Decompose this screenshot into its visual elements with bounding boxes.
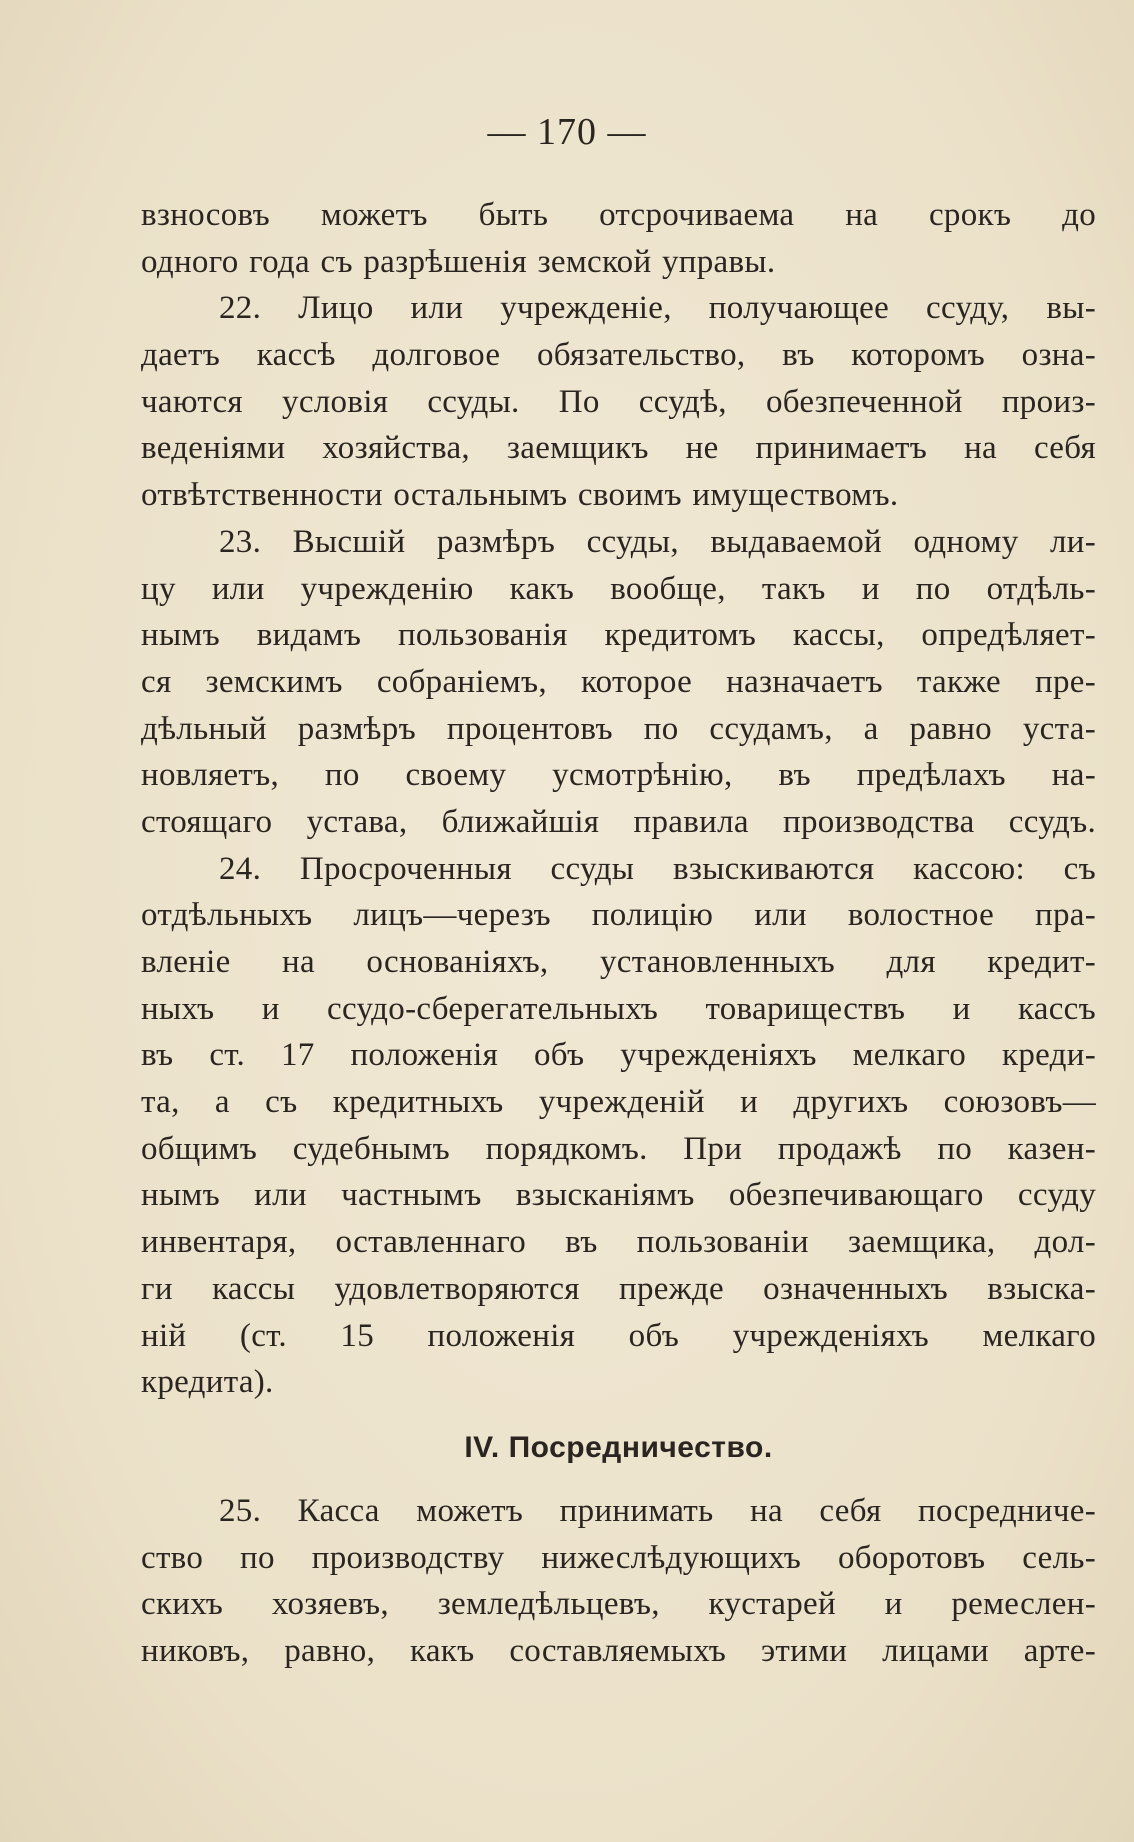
text-line: кредита).: [141, 1364, 274, 1401]
text-line: веденіями хозяйства, заемщикъ не принимаетъ на себя: [141, 430, 1096, 467]
page-number: — 170 —: [487, 111, 647, 153]
section-heading: IV. Посредничество.: [464, 1430, 773, 1464]
text-line: ныхъ и ссудо-сберегательныхъ товариществъ и кассъ: [141, 990, 1096, 1027]
text-line: ній (ст. 15 положенія объ учрежденіяхъ мелкаго: [141, 1317, 1096, 1354]
text-line: вленіе на основаніяхъ, установленныхъ для кредит-: [141, 944, 1096, 980]
text-line: скихъ хозяевъ, земледѣльцевъ, кустарей и ремеслен-: [141, 1586, 1096, 1623]
text-line: даетъ кассѣ долговое обязательство, въ которомъ озна-: [141, 337, 1096, 374]
text-line: нымъ видамъ пользованія кредитомъ кассы, опредѣляет-: [141, 617, 1096, 654]
text-line: новляетъ, по своему усмотрѣнію, въ предѣлахъ на-: [141, 757, 1096, 794]
text-line: въ ст. 17 положенія объ учрежденіяхъ мелкаго креди-: [141, 1037, 1096, 1074]
text-line: ство по производству нижеслѣдующихъ оборотовъ сель-: [141, 1539, 1096, 1576]
text-line: взносовъ можетъ быть отсрочиваема на срокъ до: [141, 197, 1096, 233]
text-line: инвентаря, оставленнаго въ пользованіи заемщика, дол-: [141, 1224, 1096, 1261]
text-line: ги кассы удовлетворяются прежде означенныхъ взыска-: [141, 1270, 1096, 1307]
text-line: та, а съ кредитныхъ учрежденій и другихъ союзовъ—: [141, 1084, 1096, 1121]
text-line: отвѣтственности остальнымъ своимъ имуществомъ.: [141, 477, 899, 514]
text-line: чаются условія ссуды. По ссудѣ, обезпеченной произ-: [141, 383, 1096, 420]
text-line: 24. Просроченныя ссуды взыскиваются кассою: съ: [219, 850, 1096, 887]
text-line: никовъ, равно, какъ составляемыхъ этими лицами арте-: [141, 1632, 1096, 1669]
text-line: ся земскимъ собраніемъ, которое назначаетъ также пре-: [141, 663, 1096, 700]
text-line: одного года съ разрѣшенія земской управы.: [141, 243, 776, 280]
text-line: отдѣльныхъ лицъ—черезъ полицію или волостное пра-: [141, 897, 1096, 934]
text-line: общимъ судебнымъ порядкомъ. При продажѣ по казен-: [141, 1130, 1096, 1167]
text-line: 23. Высшій размѣръ ссуды, выдаваемой одному ли-: [219, 523, 1096, 560]
text-line: 22. Лицо или учрежденіе, получающее ссуду, вы-: [219, 290, 1096, 327]
text-line: цу или учрежденію какъ вообще, такъ и по отдѣль-: [141, 570, 1096, 607]
text-line: стоящаго устава, ближайшія правила производства ссудъ.: [141, 803, 1096, 840]
body-text: [141, 192, 1096, 1675]
text-line: 25. Касса можетъ принимать на себя посредниче-: [219, 1492, 1096, 1529]
text-line: нымъ или частнымъ взысканіямъ обезпечивающаго ссуду: [141, 1177, 1096, 1214]
text-line: дѣльный размѣръ процентовъ по ссудамъ, а равно уста-: [141, 710, 1096, 747]
